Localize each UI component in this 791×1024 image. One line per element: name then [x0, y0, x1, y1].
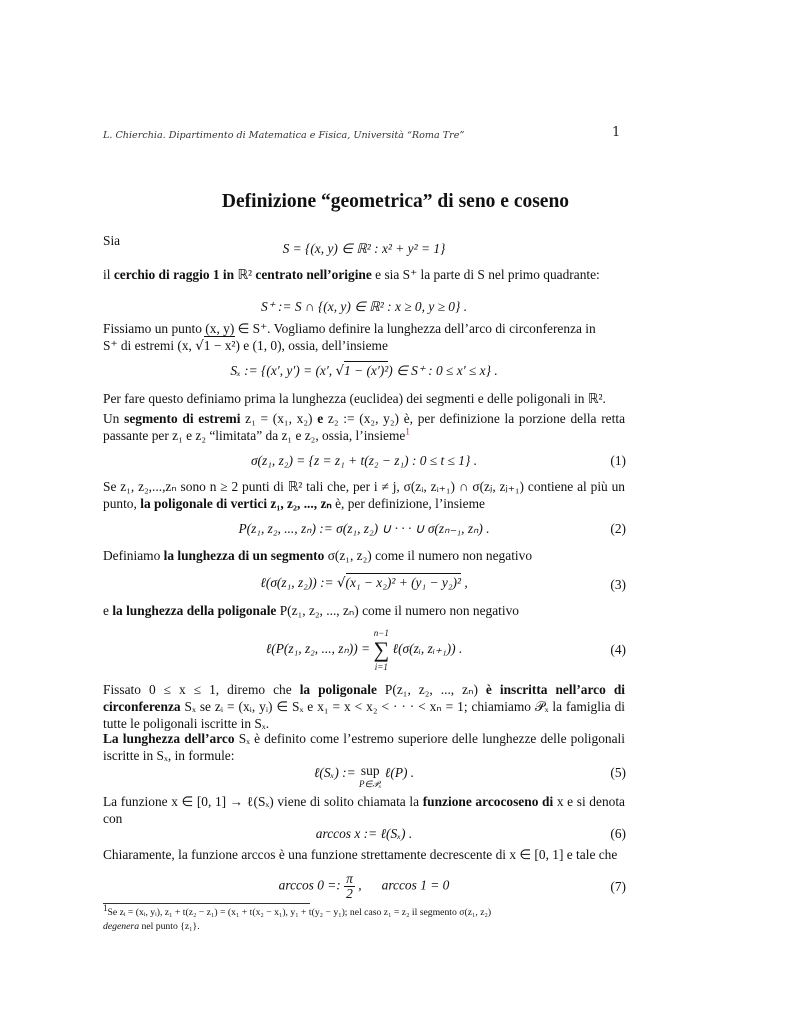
par-lunghezza-segmento — [103, 547, 625, 564]
math: arccos 1 = 0 — [381, 877, 450, 893]
text: Fissato 0 ≤ x ≤ 1, diremo che — [103, 682, 292, 697]
equation-4 — [103, 628, 625, 672]
footnote-mark: 1 — [103, 902, 108, 913]
page-title: Definizione “geometrica” di seno e coseno — [221, 191, 570, 212]
par-fissiamo — [103, 320, 625, 355]
bold-text: la poligonale — [299, 682, 377, 697]
text: è, per definizione la porzione della retta passante per z₁ e z₂ “limitata” da z₁ e z₂, ossia, l’insieme — [103, 411, 626, 443]
sqrt-symbol: √ — [195, 339, 204, 354]
bold-text: la poligonale di vertici z₁, z₂, ..., zₙ — [140, 496, 332, 511]
math: Sₓ := {(x′, y′) = (x′, — [230, 363, 333, 378]
math: ℓ(P(z₁, z₂, ..., zₙ)) = — [265, 641, 371, 657]
math: , — [358, 877, 362, 893]
footnote-text: nel punto {z₁}. — [141, 921, 200, 932]
text: più un punto, — [103, 479, 626, 511]
par-cerchio — [103, 266, 625, 283]
footnote-text: Se zᵢ = (xᵢ, yᵢ), z₁ + t(z₂ − z₁) = (x₁ + t(x₂ − x₁), y₁ + t(y₂ − y₁); nel caso z₁ = z₂ il segmento σ(z₁, z₂) — [107, 907, 492, 918]
equation-5 — [103, 764, 625, 790]
sqrt-symbol: √ — [336, 576, 346, 591]
footnote-link[interactable]: 1 — [405, 426, 410, 437]
text: P(z₁, z₂, ..., zₙ) come il numero non negativo — [279, 603, 520, 618]
math: P(z₁, z₂, ..., zₙ) — [384, 682, 478, 697]
equation-number: (1) — [610, 453, 626, 468]
equation-number: (2) — [610, 521, 626, 536]
sup-subscript: P∈𝒫ₓ — [359, 779, 382, 789]
bold-text: cerchio di raggio 1 in — [113, 267, 235, 282]
bold-text: centrato nell’origine — [255, 267, 372, 282]
text: Definiamo — [103, 548, 161, 563]
sigma-symbol: ∑ — [373, 637, 390, 662]
par-segmento — [103, 410, 625, 444]
sqrt-arg: (x₁ − x₂)² + (y₁ − y₂)² — [345, 575, 461, 590]
par-se — [103, 478, 625, 512]
text: Sₓ è definito come l’estremo superiore delle lunghezze delle poligonali iscritte in Sₓ, in formule: — [103, 731, 625, 763]
text: La funzione x ∈ [0, 1] → ℓ(Sₓ) viene di solito chiamata la — [103, 794, 420, 809]
supremum — [359, 764, 381, 790]
par-chiaramente: Chiaramente, la funzione arccos è una funzione strettamente decrescente di x ∈ [0, 1] e tale che — [103, 847, 618, 862]
math: arccos 0 =: — [278, 877, 341, 893]
equation-sx — [103, 362, 625, 380]
footnote-italic: degenera — [103, 921, 140, 932]
bold-text: e — [317, 411, 324, 426]
fraction-denominator: 2 — [346, 886, 353, 901]
par-funzione — [103, 793, 625, 827]
equation-1: σ(z₁, z₂) = {z = z₁ + t(z₂ − z₁) : 0 ≤ t ≤ 1} . — [250, 453, 478, 468]
math: ℓ(σ(zᵢ, zᵢ₊₁)) . — [392, 641, 463, 657]
equation-7 — [103, 872, 625, 901]
math: z₁ = (x₁, x₂) — [245, 411, 313, 426]
math: ℓ(Sₓ) := — [313, 765, 356, 780]
equation-number: (4) — [610, 642, 626, 657]
sqrt-arg: 1 − x² — [203, 338, 236, 353]
sum-lower-limit: i=1 — [374, 662, 388, 672]
text: σ(z₁, z₂) come il numero non negativo — [327, 548, 533, 563]
par-arco — [103, 730, 625, 764]
text: Sₓ se zᵢ = (xᵢ, yᵢ) ∈ Sₓ e x₁ = x < x₂ < · · · < xₙ = 1; chiamiamo 𝒫ₓ la famiglia di tutte le poligonali iscritte in Sₓ. — [103, 699, 625, 731]
text: il — [103, 267, 111, 282]
equation-number: (7) — [610, 879, 626, 894]
equation-number: (3) — [610, 577, 626, 592]
fraction-numerator: π — [346, 871, 353, 886]
text: e sia S⁺ la parte di S nel primo quadrante: — [375, 267, 600, 282]
bold-text: La lunghezza dell’arco — [103, 731, 235, 746]
equation-s-plus: S⁺ := S ∩ {(x, y) ∈ ℝ² : x ≥ 0, y ≥ 0} . — [260, 299, 468, 314]
sum-upper-limit: n−1 — [373, 628, 389, 638]
text: S⁺ di estremi (x, — [103, 338, 192, 353]
equation-3 — [103, 574, 625, 592]
par-fissato — [103, 681, 625, 732]
text: ) e (1, 0), ossia, dell’insieme — [235, 338, 388, 353]
bold-text: la lunghezza di un segmento — [163, 548, 325, 563]
equation-number: (6) — [610, 826, 626, 841]
page-number: 1 — [612, 125, 621, 140]
bold-text: è inscritta nell’arco di circonferenza — [103, 682, 625, 714]
text: è, per definizione, l’insieme — [335, 496, 485, 511]
text: Se z₁, z₂,...,zₙ sono n ≥ 2 punti di ℝ² tali che, per i ≠ j, σ(zᵢ, zᵢ₊₁) ∩ σ(zⱼ, zⱼ₊₁) contiene al — [103, 479, 587, 494]
text: x e si denota con — [103, 794, 625, 826]
bold-text: segmento di estremi — [124, 411, 241, 426]
equation-s: S = {(x, y) ∈ ℝ² : x² + y² = 1} — [282, 241, 446, 256]
text: e — [103, 603, 109, 618]
math: ℝ² — [237, 267, 253, 282]
sup-operator: sup — [360, 763, 380, 778]
equation-number: (5) — [610, 765, 626, 780]
math: ℓ(σ(z₁, z₂)) := — [260, 575, 334, 590]
par-sia: Sia — [103, 233, 121, 248]
math: z₂ := (x₂, y₂) — [327, 411, 399, 426]
text: Un — [103, 411, 120, 426]
par-lunghezza-poligonale — [103, 602, 625, 619]
summation — [373, 628, 389, 672]
sqrt-arg: 1 − (x′)² — [344, 363, 389, 378]
equation-6: arccos x := ℓ(Sₓ) . — [315, 826, 413, 841]
equation-2: P(z₁, z₂, ..., zₙ) := σ(z₁, z₂) ∪ · · · ∪ σ(zₙ₋₁, zₙ) . — [238, 521, 490, 536]
math: ℓ(P) . — [384, 765, 415, 780]
bold-text: la lunghezza della poligonale — [112, 603, 277, 618]
footnote-divider — [103, 903, 310, 904]
math: ) ∈ S⁺ : 0 ≤ x′ ≤ x} . — [388, 363, 498, 378]
text: Fissiamo un punto (x, y) ∈ S⁺. Vogliamo definire la lunghezza dell’arco di circonferenza in — [103, 321, 596, 336]
par-per-fare: Per fare questo definiamo prima la lunghezza (euclidea) dei segmenti e delle poligonali in ℝ². — [103, 391, 606, 406]
running-head: L. Chierchia. Dipartimento di Matematica e Fisica, Università “Roma Tre” — [103, 130, 465, 141]
sqrt-symbol: √ — [335, 364, 345, 379]
bold-text: funzione arcocoseno di — [422, 794, 554, 809]
footnote — [103, 902, 623, 934]
fraction — [344, 872, 355, 901]
math: , — [464, 575, 468, 590]
